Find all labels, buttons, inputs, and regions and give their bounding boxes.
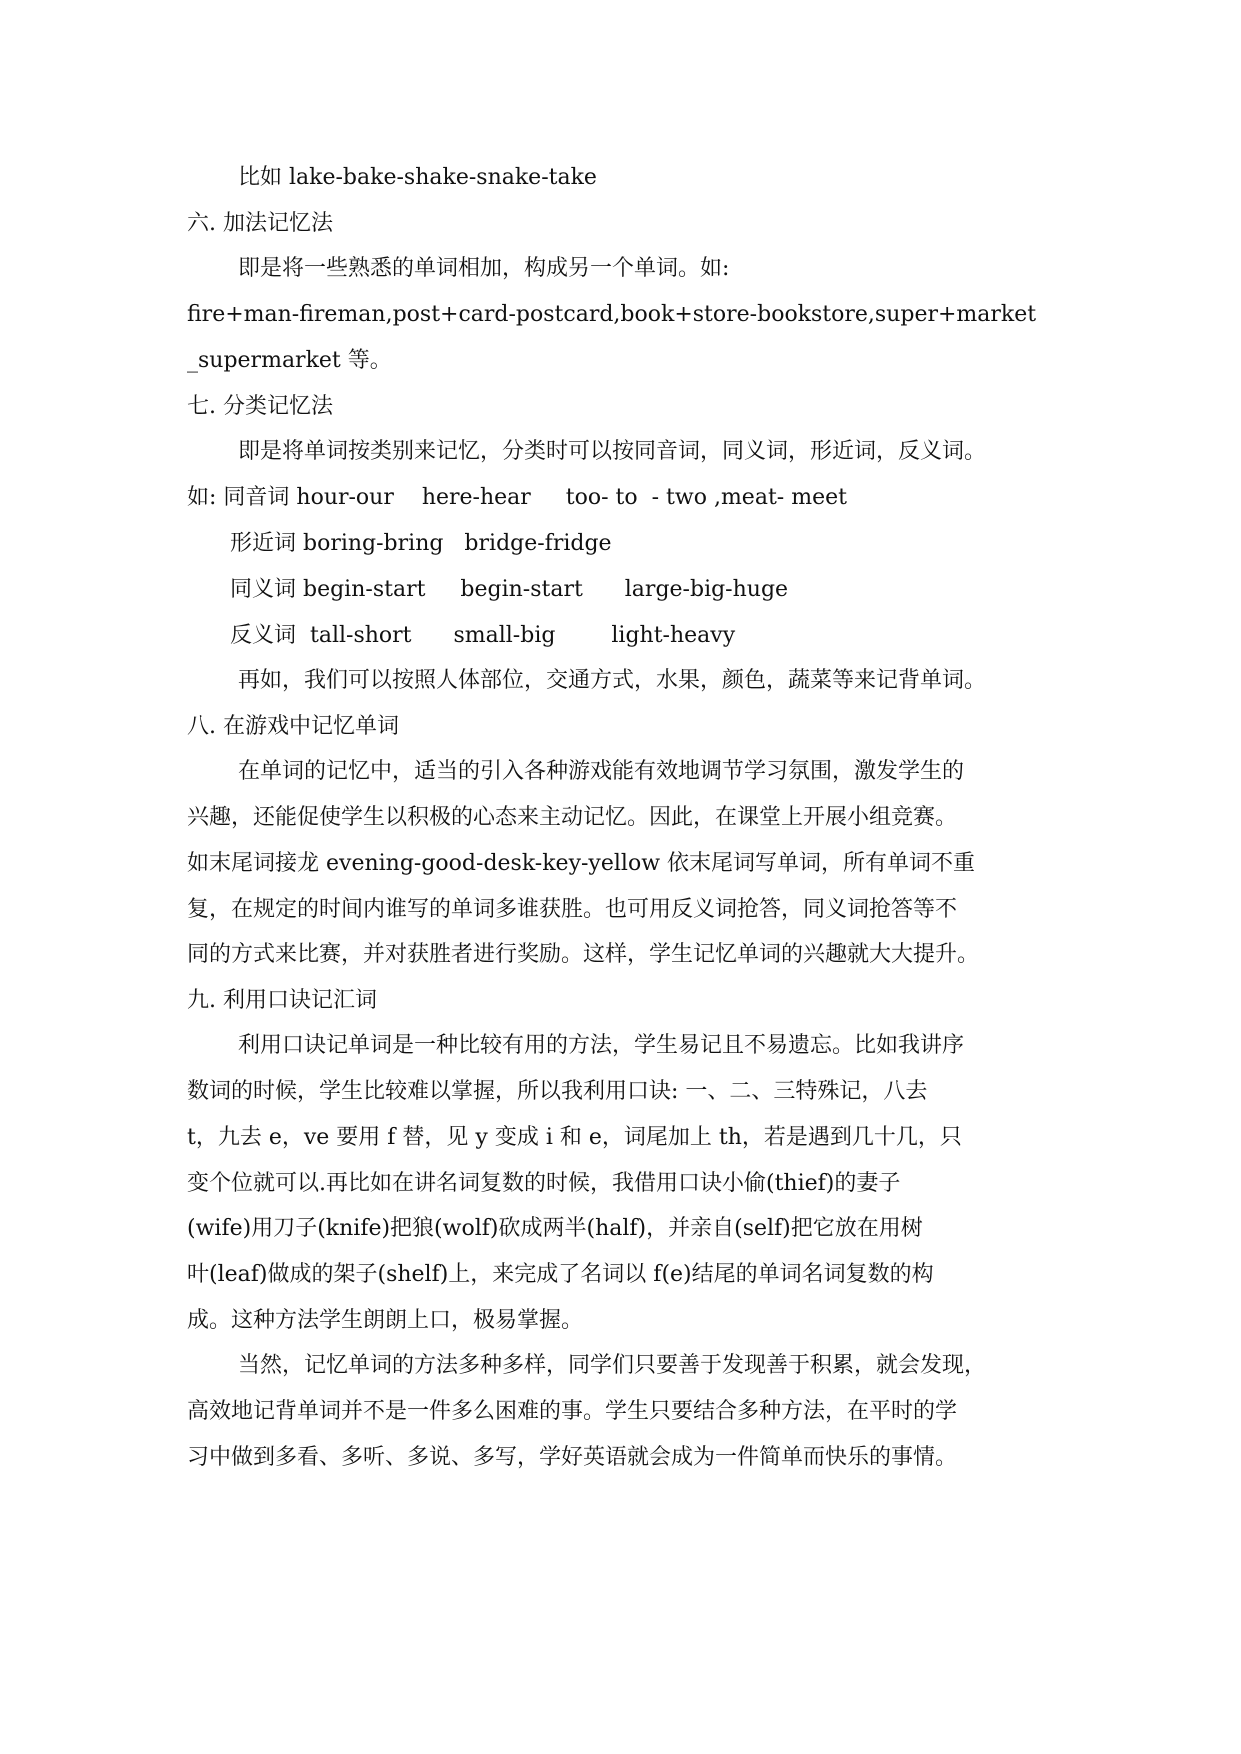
text-line: 同的方式来比赛，并对获胜者进行奖励。这样，学生记忆单词的兴趣就大大提升。	[187, 942, 980, 967]
text-line: 再如，我们可以按照人体部位，交通方式，水果，颜色，蔬菜等来记背单词。	[238, 668, 987, 693]
section-heading-7: 七. 分类记忆法	[187, 394, 333, 419]
text-line: 即是将一些熟悉的单词相加，构成另一个单词。如:	[238, 256, 730, 281]
text-line: 形近词 boring-bring bridge-fridge	[230, 531, 612, 556]
text-line: 在单词的记忆中，适当的引入各种游戏能有效地调节学习氛围，激发学生的	[238, 759, 965, 784]
section-heading-8: 八. 在游戏中记忆单词	[187, 714, 399, 739]
text-line: 反义词 tall-short small-big light-heavy	[230, 623, 736, 648]
text-line: 即是将单词按类别来记忆，分类时可以按同音词，同义词，形近词，反义词。	[238, 439, 987, 464]
text-line: 习中做到多看、多听、多说、多写，学好英语就会成为一件简单而快乐的事情。	[187, 1445, 958, 1470]
section-heading-6: 六. 加法记忆法	[187, 211, 333, 236]
text-line: 当然，记忆单词的方法多种多样，同学们只要善于发现善于积累，就会发现，	[238, 1353, 987, 1378]
text-line: 兴趣，还能促使学生以积极的心态来主动记忆。因此，在课堂上开展小组竞赛。	[187, 805, 958, 830]
text-line: 成。这种方法学生朗朗上口，极易掌握。	[187, 1308, 584, 1333]
section-heading-9: 九. 利用口诀记汇词	[187, 988, 377, 1013]
text-line: 同义词 begin-start begin-start large-big-huge	[230, 577, 789, 602]
text-line: fire+man-fireman,post+card-postcard,book+store-bookstore,super+market	[187, 302, 1037, 327]
text-line: 复，在规定的时间内谁写的单词多谁获胜。也可用反义词抢答，同义词抢答等不	[187, 897, 958, 922]
text-line: _supermarket 等。	[187, 348, 392, 373]
text-line: 如末尾词接龙 evening-good-desk-key-yellow 依末尾词写单词，所有单词不重	[187, 851, 976, 876]
text-line: 比如 lake-bake-shake-snake-take	[238, 165, 597, 190]
text-line: 如: 同音词 hour-our here-hear too- to - two ,meat- meet	[187, 485, 847, 510]
text-line: 数词的时候，学生比较难以掌握，所以我利用口诀: 一、二、三特殊记，八去	[187, 1079, 928, 1104]
text-line: t，九去 e，ve 要用 f 替，见 y 变成 i 和 e，词尾加上 th，若是遇到几十几，只	[187, 1125, 962, 1150]
text-line: 利用口诀记单词是一种比较有用的方法，学生易记且不易遗忘。比如我讲序	[238, 1033, 965, 1058]
text-line: 变个位就可以.再比如在讲名词复数的时候，我借用口诀小偷(thief)的妻子	[187, 1171, 901, 1196]
text-line: 高效地记背单词并不是一件多么困难的事。学生只要结合多种方法，在平时的学	[187, 1399, 958, 1424]
text-line: 叶(leaf)做成的架子(shelf)上，来完成了名词以 f(e)结尾的单词名词复数的构	[187, 1262, 934, 1287]
text-line: (wife)用刀子(knife)把狼(wolf)砍成两半(half)，并亲自(self)把它放在用树	[187, 1216, 923, 1241]
